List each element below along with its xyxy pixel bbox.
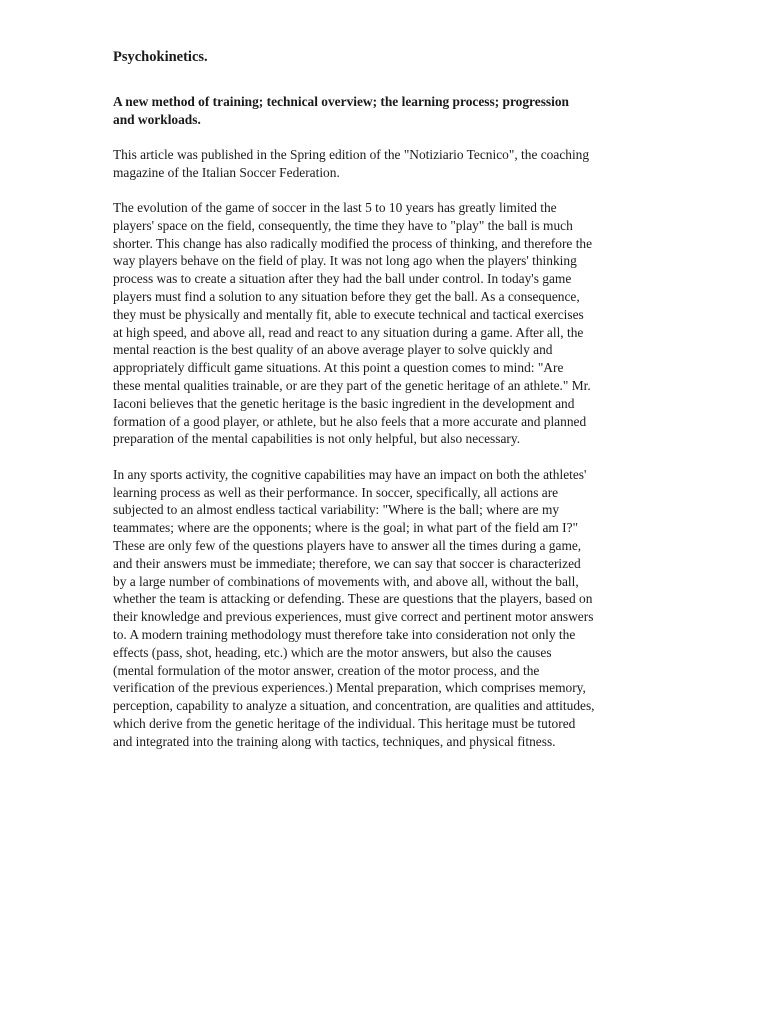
paragraph-line: This article was published in the Spring edition of the "Notiziario Tecnico", the coaching bbox=[113, 147, 590, 162]
paragraph-line: which derive from the genetic heritage of the individual. This heritage must be tutored bbox=[113, 715, 576, 731]
paragraph-line: they must be physically and mentally fit, able to execute technical and tactical exercises bbox=[113, 306, 584, 322]
paragraph-line: learning process as well as their performance. In soccer, specifically, all actions are bbox=[113, 484, 559, 500]
paragraph-line: verification of the previous experiences.) Mental preparation, which comprises memory, bbox=[113, 680, 586, 696]
paragraph-line: to. A modern training methodology must therefore take into consideration not only the bbox=[113, 626, 576, 642]
document-title: Psychokinetics. bbox=[113, 49, 208, 65]
paragraph-line: effects (pass, shot, heading, etc.) which are the motor answers, but also the causes bbox=[113, 644, 552, 660]
paragraph-line: by a large number of combinations of movements with, and above all, without the ball, bbox=[113, 573, 579, 589]
paragraph-line: subjected to an almost endless tactical variability: "Where is the ball; where are my bbox=[113, 502, 560, 518]
paragraph-line: These are only few of the questions players have to answer all the times during a game, bbox=[113, 537, 582, 553]
paragraph-line: The evolution of the game of soccer in the last 5 to 10 years has greatly limited the bbox=[113, 200, 557, 216]
paragraph-line: preparation of the mental capabilities is not only helpful, but also necessary. bbox=[113, 431, 521, 447]
paragraph-line: players must find a solution to any situation before they get the ball. As a consequence, bbox=[113, 289, 580, 305]
subtitle-line: and workloads. bbox=[113, 112, 201, 127]
paragraph-line: formation of a good player, or athlete, but he also feels that a more accurate and planned bbox=[113, 413, 587, 429]
paragraph-line: magazine of the Italian Soccer Federation. bbox=[113, 164, 340, 180]
paragraph-line: whether the team is attacking or defending. These are questions that the players, based on bbox=[113, 591, 593, 607]
paragraph-line: perception, capability to analyze a situation, and concentration, are qualities and attitudes, bbox=[113, 698, 595, 714]
document-subtitle bbox=[113, 93, 658, 129]
paragraph-line: Iaconi believes that the genetic heritage is the basic ingredient in the development and bbox=[113, 395, 575, 411]
paragraph-line: at high speed, and above all, read and react to any situation during a game. After all, the bbox=[113, 324, 584, 340]
paragraph-evolution bbox=[113, 199, 658, 448]
paragraph-intro bbox=[113, 146, 658, 182]
paragraph-line: these mental qualities trainable, or are they part of the genetic heritage of an athlete." Mr. bbox=[113, 378, 591, 394]
paragraph-line: way players behave on the field of play. It was not long ago when the players' thinking bbox=[113, 253, 577, 269]
paragraph-line: and integrated into the training along with tactics, techniques, and physical fitness. bbox=[113, 733, 556, 749]
paragraph-line: teammates; where are the opponents; where is the goal; in what part of the field am I?" bbox=[113, 520, 579, 536]
paragraph-line: and their answers must be immediate; therefore, we can say that soccer is characterized bbox=[113, 555, 581, 571]
paragraph-line: players' space on the field, consequently, the time they have to "play" the ball is much bbox=[113, 217, 573, 233]
subtitle-line: A new method of training; technical overview; the learning process; progression bbox=[113, 94, 569, 109]
document-page bbox=[113, 47, 658, 768]
paragraph-line: their knowledge and previous experiences, must give correct and pertinent motor answers bbox=[113, 609, 594, 625]
paragraph-line: shorter. This change has also radically modified the process of thinking, and therefore the bbox=[113, 235, 593, 251]
paragraph-line: In any sports activity, the cognitive capabilities may have an impact on both the athletes' bbox=[113, 466, 587, 482]
paragraph-line: process was to create a situation after they had the ball under control. In today's game bbox=[113, 271, 572, 287]
paragraph-line: mental reaction is the best quality of an above average player to solve quickly and bbox=[113, 342, 553, 358]
paragraph-cognitive bbox=[113, 466, 658, 751]
paragraph-line: (mental formulation of the motor answer, creation of the motor process, and the bbox=[113, 662, 540, 678]
paragraph-line: appropriately difficult game situations. At this point a question comes to mind: "Are bbox=[113, 360, 564, 376]
